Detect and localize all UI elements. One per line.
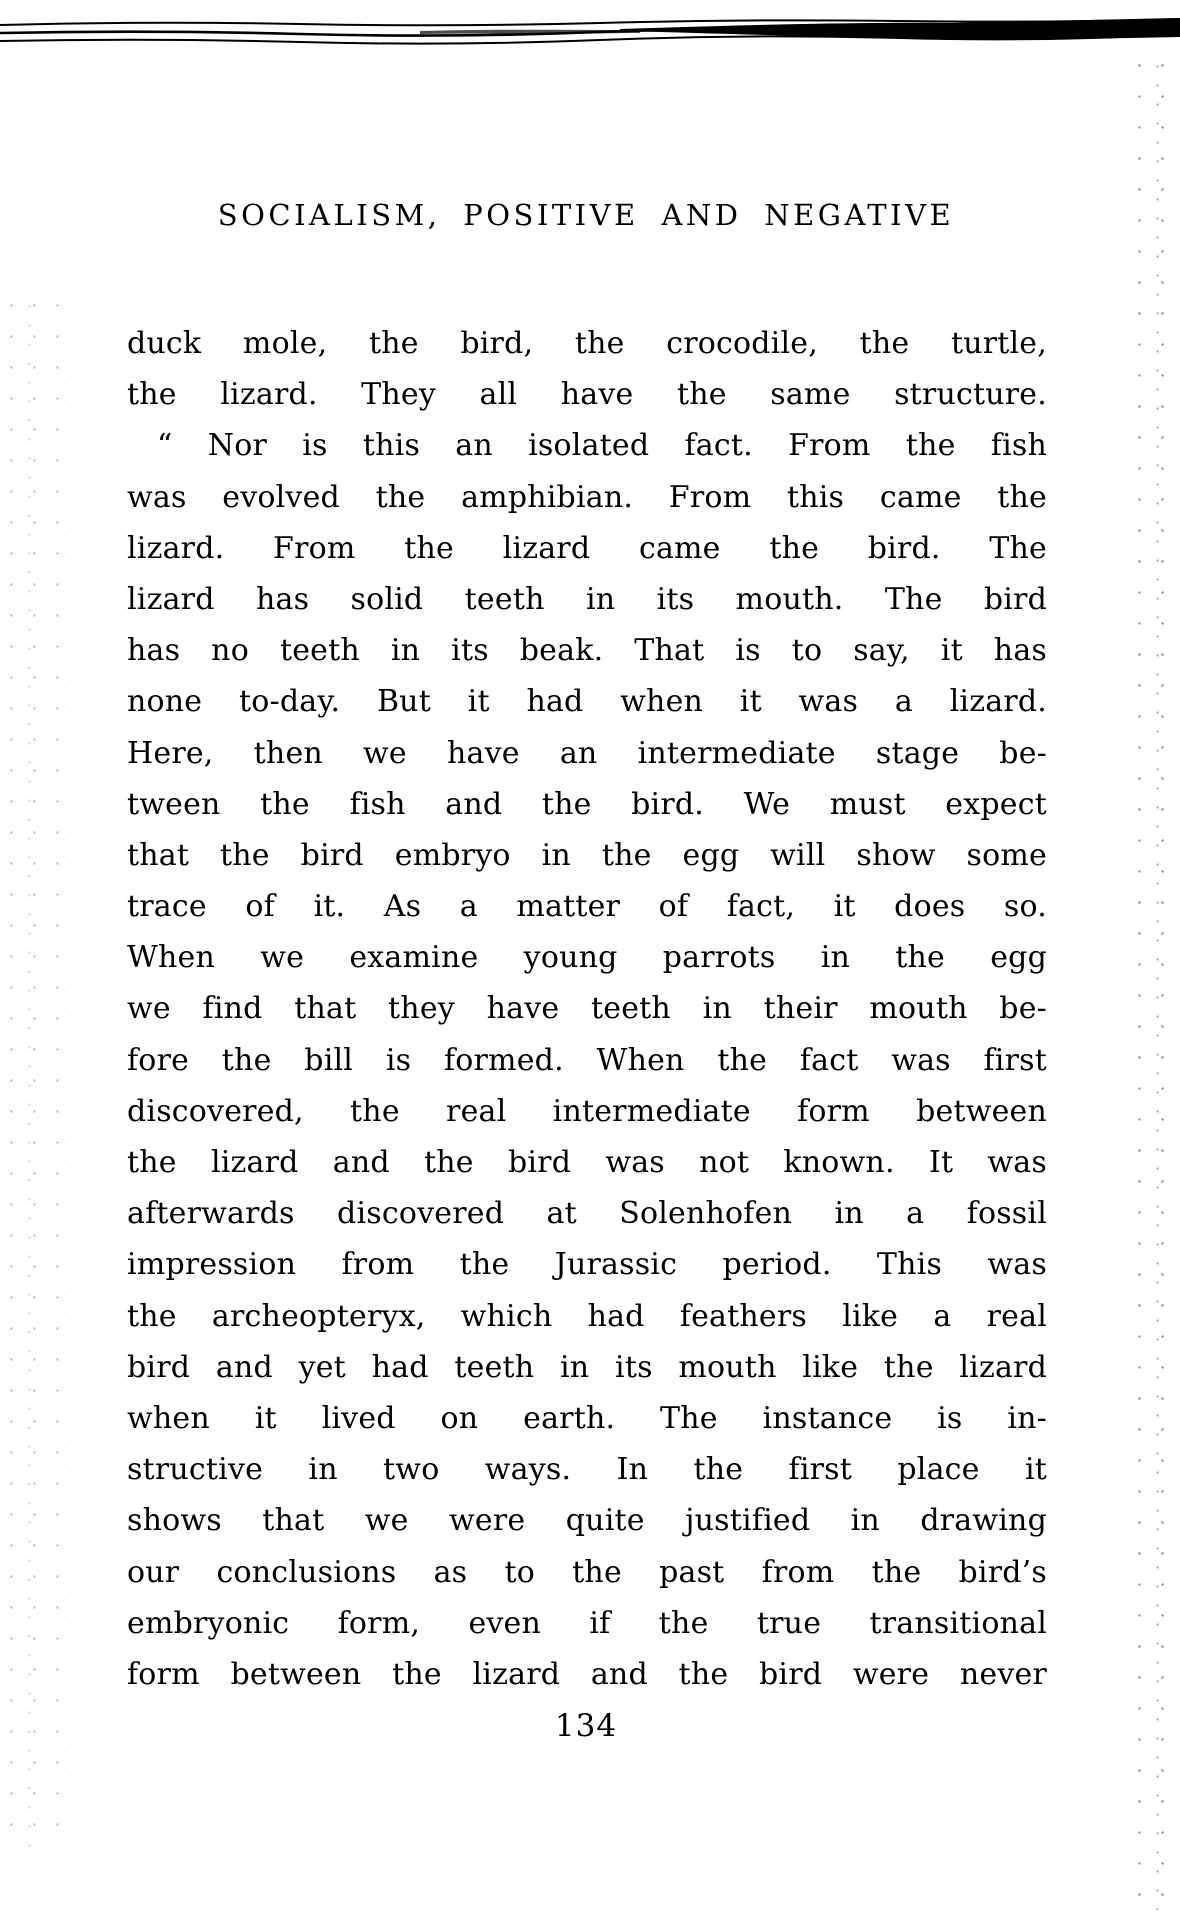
body-text xyxy=(127,318,1047,1700)
running-header: SOCIALISM, POSITIVE AND NEGATIVE xyxy=(217,198,955,232)
text-line: “ Nor is this an isolated fact. From the fish xyxy=(157,428,1047,464)
page-number: 134 xyxy=(554,1708,618,1744)
text-line: trace of it. As a matter of fact, it does so. xyxy=(127,889,1047,925)
text-line: duck mole, the bird, the crocodile, the turtle, xyxy=(127,326,1047,361)
text-line: our conclusions as to the past from the bird’s xyxy=(127,1554,1047,1590)
text-line: tween the fish and the bird. We must expect xyxy=(127,786,1047,822)
text-line: none to-day. But it had when it was a lizard. xyxy=(127,684,1047,720)
text-line: structive in two ways. In the first place it xyxy=(127,1452,1047,1488)
text-line: we find that they have teeth in their mouth be- xyxy=(127,991,1047,1027)
scan-noise-right xyxy=(1128,50,1180,1910)
text-line: form between the lizard and the bird were never xyxy=(127,1656,1047,1692)
scan-noise-left xyxy=(0,290,66,1850)
text-line: discovered, the real intermediate form between xyxy=(127,1093,1047,1129)
text-line: Here, then we have an intermediate stage be- xyxy=(127,735,1047,771)
text-line: when it lived on earth. The instance is in- xyxy=(127,1400,1047,1436)
text-line: impression from the Jurassic period. This was xyxy=(127,1247,1047,1283)
text-line: When we examine young parrots in the egg xyxy=(127,940,1047,976)
text-line: the archeopteryx, which had feathers like a real xyxy=(127,1298,1047,1334)
text-line: afterwards discovered at Solenhofen in a fossil xyxy=(127,1196,1047,1232)
text-line: that the bird embryo in the egg will show some xyxy=(127,837,1047,873)
text-line: fore the bill is formed. When the fact was first xyxy=(127,1042,1047,1078)
text-line: bird and yet had teeth in its mouth like the lizard xyxy=(127,1349,1047,1385)
text-line: the lizard and the bird was not known. It was xyxy=(127,1145,1047,1180)
text-line: lizard. From the lizard came the bird. The xyxy=(127,530,1047,566)
text-line: embryonic form, even if the true transitional xyxy=(127,1605,1047,1641)
text-line: has no teeth in its beak. That is to say, it has xyxy=(127,633,1047,669)
scan-top-edge xyxy=(0,0,1180,60)
text-line: was evolved the amphibian. From this came the xyxy=(127,479,1047,515)
text-line: shows that we were quite justified in drawing xyxy=(127,1503,1047,1539)
text-line: lizard has solid teeth in its mouth. The bird xyxy=(127,581,1047,617)
text-line: the lizard. They all have the same structure. xyxy=(127,377,1047,413)
